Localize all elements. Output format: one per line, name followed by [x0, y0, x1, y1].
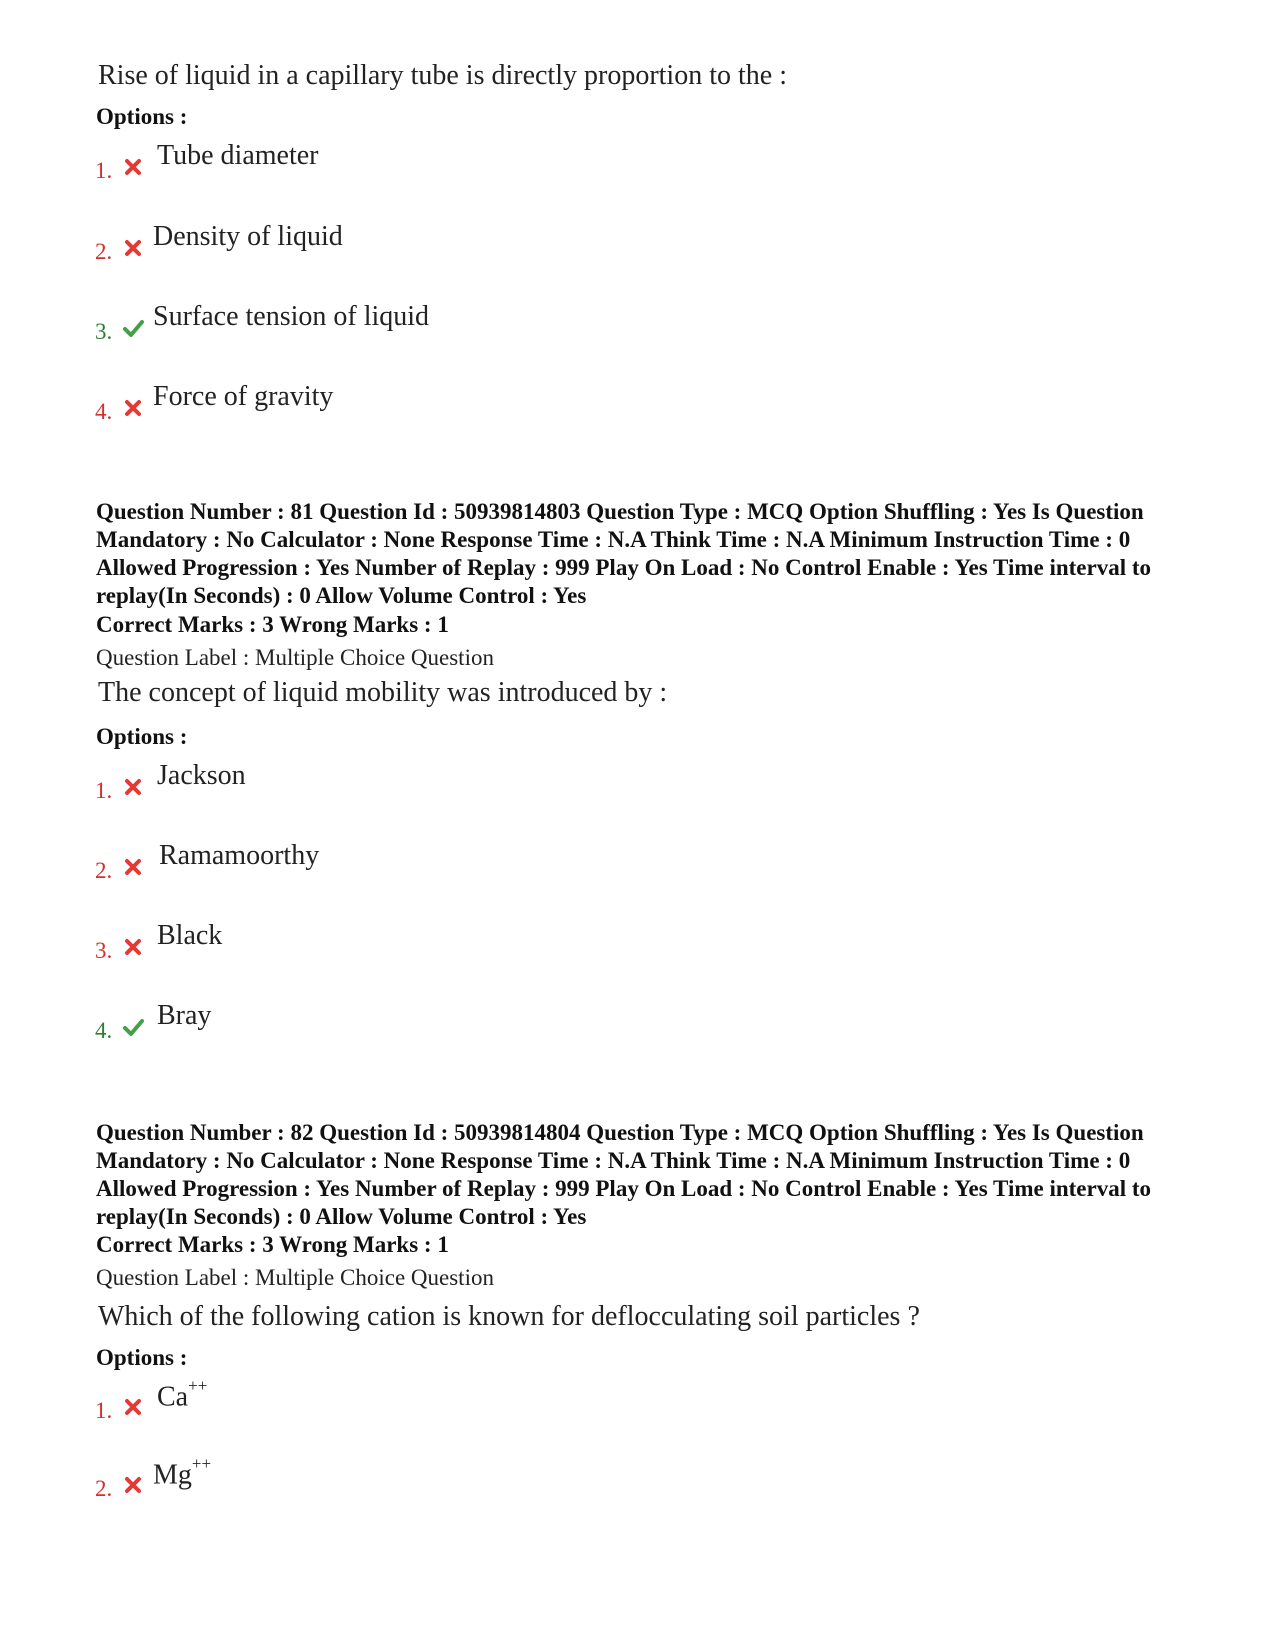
question-meta: Question Number : 82 Question Id : 50939814804 Question Type : MCQ Option Shuffling : Yes Is Question Mandatory : No Calculator : None Response Time : N.A Think Time : N.A Minimum Instruction Time : 0 Allowed Progression : Yes Number of Replay : 999 Play On Load : No Control Enable : Yes Time interval to replay(In Seconds) : 0 Allow Volume Control : Yes: [96, 1120, 1152, 1229]
option-number: 2.: [95, 239, 113, 264]
question-text: The concept of liquid mobility was introduced by :: [98, 677, 668, 708]
question-meta: Question Number : 81 Question Id : 50939814803 Question Type : MCQ Option Shuffling : Yes Is Question Mandatory : No Calculator : None Response Time : N.A Think Time : N.A Minimum Instruction Time : 0 Allowed Progression : Yes Number of Replay : 999 Play On Load : No Control Enable : Yes Time interval to replay(In Seconds) : 0 Allow Volume Control : Yes: [96, 499, 1152, 608]
cross-icon: [122, 156, 144, 178]
options-heading: Options :: [96, 104, 188, 129]
option-text: Jackson: [157, 760, 246, 791]
option-item: [95, 301, 995, 351]
option-text: [153, 1454, 212, 1491]
option-text: Surface tension of liquid: [153, 301, 430, 332]
option-superscript: ++: [191, 1454, 212, 1473]
option-text: Black: [157, 920, 223, 951]
option-text: [157, 1376, 208, 1413]
cross-icon: [122, 936, 144, 958]
check-icon: [122, 1016, 144, 1038]
check-icon: [122, 317, 144, 339]
cross-icon: [122, 776, 144, 798]
option-item: [95, 840, 995, 890]
option-text: Tube diameter: [157, 140, 319, 171]
option-text: Force of gravity: [153, 381, 334, 412]
option-base-text: Mg: [153, 1459, 192, 1491]
option-item: [95, 1000, 995, 1050]
options-heading: Options :: [96, 724, 188, 749]
options-heading: Options :: [96, 1345, 188, 1370]
option-item: [95, 381, 995, 431]
option-base-text: Ca: [157, 1381, 189, 1413]
option-item: [95, 760, 995, 810]
option-text: Ramamoorthy: [159, 840, 320, 871]
cross-icon: [122, 397, 144, 419]
cross-icon: [122, 1396, 144, 1418]
question-marks: Correct Marks : 3 Wrong Marks : 1: [96, 1232, 449, 1257]
cross-icon: [122, 856, 144, 878]
option-text: Bray: [157, 1000, 212, 1031]
option-text: Density of liquid: [153, 221, 343, 252]
question-label: Question Label : Multiple Choice Question: [96, 1265, 494, 1290]
option-item: [95, 221, 995, 271]
option-number: 4.: [95, 1018, 113, 1043]
option-item: [95, 1454, 995, 1508]
option-number: 1.: [95, 778, 113, 803]
question-label: Question Label : Multiple Choice Question: [96, 645, 494, 670]
question-text: Which of the following cation is known for deflocculating soil particles ?: [98, 1301, 920, 1332]
option-number: 1.: [95, 158, 113, 183]
cross-icon: [122, 1474, 144, 1496]
option-item: [95, 1376, 995, 1430]
option-number: 2.: [95, 1476, 113, 1501]
question-text: Rise of liquid in a capillary tube is directly proportion to the :: [98, 60, 787, 91]
option-number: 3.: [95, 319, 113, 344]
option-number: 4.: [95, 399, 113, 424]
cross-icon: [122, 237, 144, 259]
option-superscript: ++: [188, 1376, 208, 1395]
option-item: [95, 140, 995, 190]
question-marks: Correct Marks : 3 Wrong Marks : 1: [96, 612, 449, 637]
option-item: [95, 920, 995, 970]
option-number: 1.: [95, 1398, 113, 1423]
option-number: 3.: [95, 938, 113, 963]
option-number: 2.: [95, 858, 113, 883]
